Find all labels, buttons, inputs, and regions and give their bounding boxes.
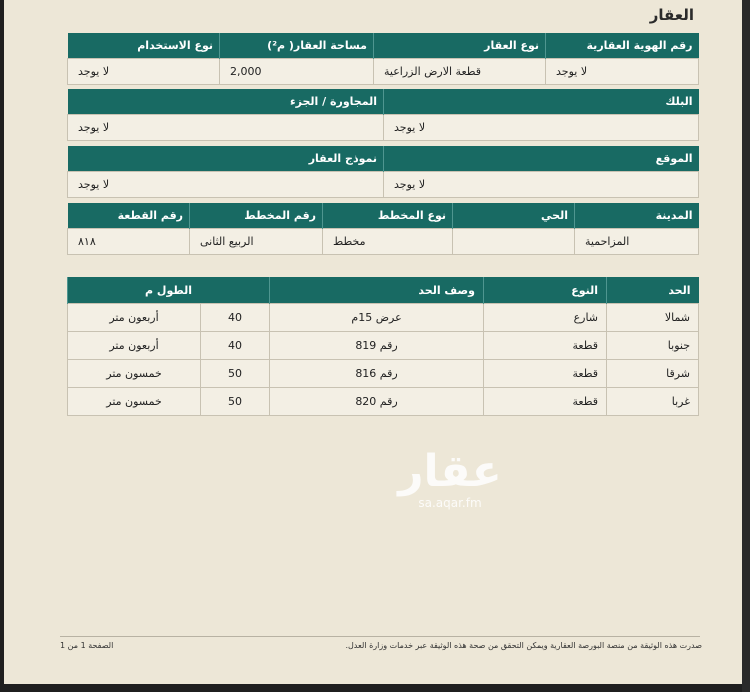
header-city: المدينة bbox=[575, 203, 699, 229]
boundaries-table bbox=[67, 277, 699, 416]
header-neighborhood-part: المجاورة / الجزء bbox=[68, 89, 384, 115]
value-plan-type: مخطط bbox=[323, 229, 453, 255]
cell-side: شمالا bbox=[607, 304, 699, 332]
value-neighborhood-part: لا يوجد bbox=[68, 115, 384, 141]
header-plot-number: رقم القطعة bbox=[68, 203, 190, 229]
property-info-table bbox=[67, 33, 699, 85]
watermark-logo: عقار bbox=[398, 446, 502, 497]
cell-type: شارع bbox=[484, 304, 607, 332]
value-usage-type: لا يوجد bbox=[68, 59, 220, 85]
block-table bbox=[67, 89, 699, 141]
footer-disclaimer: صدرت هذه الوثيقة من منصة البورصة العقارية ويمكن التحقق من صحة هذه الوثيقة عبر خدمات وزارة العدل. bbox=[345, 641, 702, 650]
table-header-row bbox=[68, 146, 699, 172]
header-length: الطول م bbox=[68, 277, 270, 304]
table-row bbox=[68, 304, 699, 332]
table-header-row bbox=[68, 89, 699, 115]
cell-length-text: خمسون متر bbox=[68, 360, 201, 388]
value-plot-number: ٨١٨ bbox=[68, 229, 190, 255]
cell-length-text: أربعون متر bbox=[68, 332, 201, 360]
cell-length: 50 bbox=[201, 360, 270, 388]
table-row bbox=[68, 59, 699, 85]
value-property-id: لا يوجد bbox=[546, 59, 699, 85]
cell-description: عرض 15م bbox=[270, 304, 484, 332]
table-row bbox=[68, 115, 699, 141]
cell-side: جنوبا bbox=[607, 332, 699, 360]
footer-divider bbox=[60, 636, 700, 637]
header-block: البلك bbox=[384, 89, 699, 115]
value-plan-number: الربيع الثانى bbox=[190, 229, 323, 255]
cell-type: قطعة bbox=[484, 388, 607, 416]
cell-side: غربا bbox=[607, 388, 699, 416]
table-row bbox=[68, 360, 699, 388]
table-header-row bbox=[68, 33, 699, 59]
table-row bbox=[68, 172, 699, 198]
cell-type: قطعة bbox=[484, 360, 607, 388]
aqar-watermark bbox=[390, 448, 510, 510]
header-plan-number: رقم المخطط bbox=[190, 203, 323, 229]
table-row bbox=[68, 332, 699, 360]
header-location: الموقع bbox=[384, 146, 699, 172]
footer-page-number: الصفحة 1 من 1 bbox=[60, 641, 114, 650]
header-property-type: نوع العقار bbox=[374, 33, 546, 59]
table-row bbox=[68, 229, 699, 255]
table-row bbox=[68, 388, 699, 416]
location-table bbox=[67, 146, 699, 198]
cell-length-text: خمسون متر bbox=[68, 388, 201, 416]
cell-description: رقم 819 bbox=[270, 332, 484, 360]
header-boundary-type: النوع bbox=[484, 277, 607, 304]
cell-length: 50 bbox=[201, 388, 270, 416]
value-district bbox=[453, 229, 575, 255]
value-location: لا يوجد bbox=[384, 172, 699, 198]
cell-description: رقم 820 bbox=[270, 388, 484, 416]
header-boundary-description: وصف الحد bbox=[270, 277, 484, 304]
header-district: الحي bbox=[453, 203, 575, 229]
value-property-type: قطعة الارض الزراعية bbox=[374, 59, 546, 85]
cell-type: قطعة bbox=[484, 332, 607, 360]
table-header-row bbox=[68, 277, 699, 304]
cell-side: شرقا bbox=[607, 360, 699, 388]
table-header-row bbox=[68, 203, 699, 229]
cell-length-text: أربعون متر bbox=[68, 304, 201, 332]
header-boundary: الحد bbox=[607, 277, 699, 304]
value-property-area: 2,000 bbox=[220, 59, 374, 85]
header-usage-type: نوع الاستخدام bbox=[68, 33, 220, 59]
page-edge-shadow bbox=[742, 0, 750, 692]
cell-length: 40 bbox=[201, 304, 270, 332]
value-city: المزاحمية bbox=[575, 229, 699, 255]
header-property-area: مساحة العقار( م²) bbox=[220, 33, 374, 59]
header-property-id: رقم الهوية العقارية bbox=[546, 33, 699, 59]
value-block: لا يوجد bbox=[384, 115, 699, 141]
cell-length: 40 bbox=[201, 332, 270, 360]
section-title: العقار bbox=[649, 6, 694, 24]
watermark-url: sa.aqar.fm bbox=[418, 496, 482, 510]
plan-table bbox=[67, 203, 699, 255]
value-property-model: لا يوجد bbox=[68, 172, 384, 198]
cell-description: رقم 816 bbox=[270, 360, 484, 388]
header-plan-type: نوع المخطط bbox=[323, 203, 453, 229]
header-property-model: نموذج العقار bbox=[68, 146, 384, 172]
